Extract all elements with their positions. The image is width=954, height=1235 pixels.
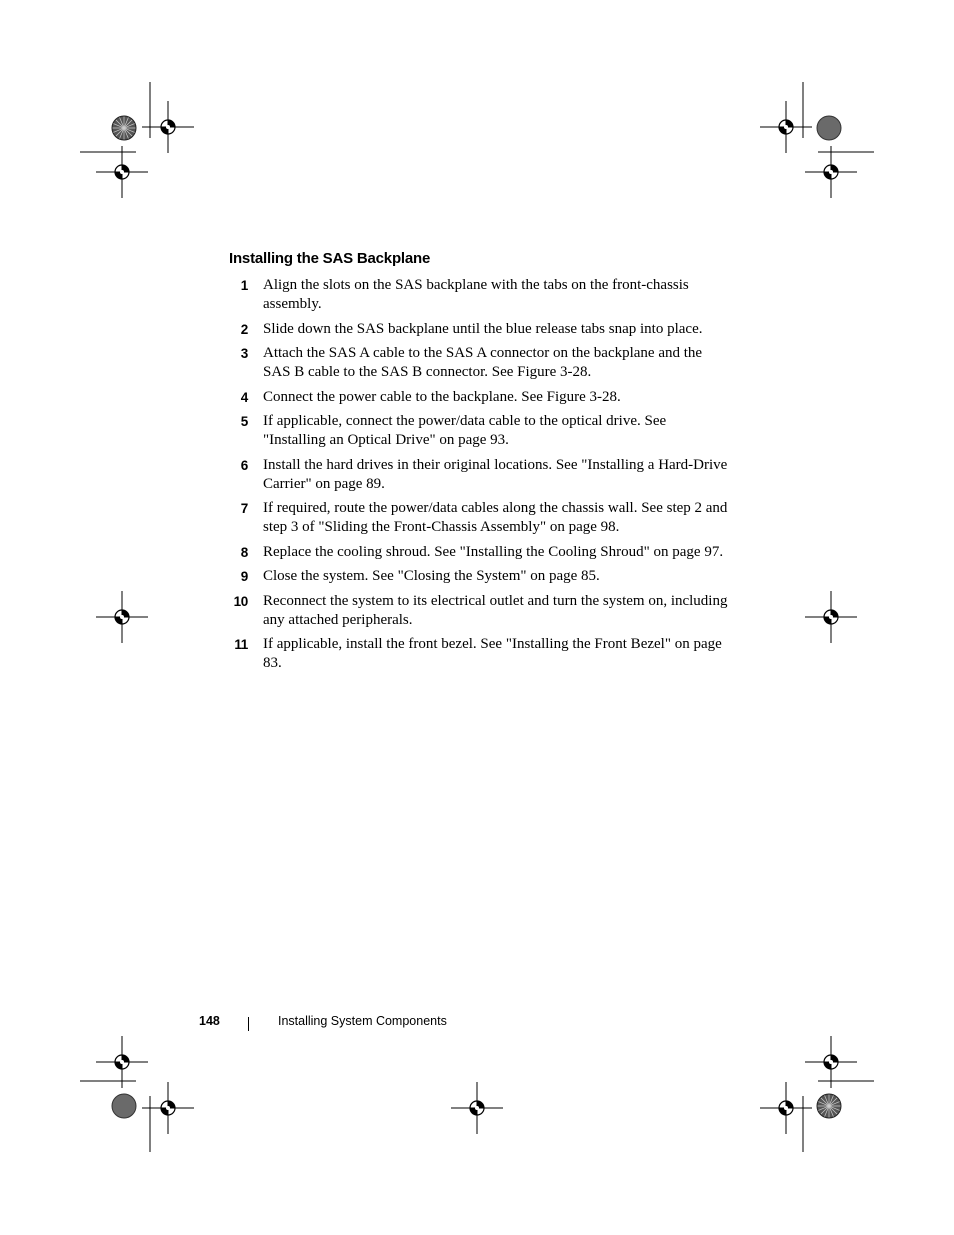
step-item [230,543,730,562]
step-text: If applicable, install the front bezel. See "Installing the Front Bezel" on page 83. [263,636,722,671]
step-text: Reconnect the system to its electrical outlet and turn the system on, including any attached peripherals. [263,592,728,628]
step-number: 2 [240,321,248,337]
step-number: 8 [240,544,248,560]
procedure-steps [230,276,730,679]
step-item [230,499,730,537]
step-item [230,344,730,382]
step-number: 9 [240,569,248,584]
step-item [230,276,730,314]
step-number: 6 [240,457,248,473]
step-number: 5 [240,414,248,429]
step-number: 3 [240,346,248,361]
step-number: 11 [234,637,248,652]
step-text: Attach the SAS A cable to the SAS A connector on the backplane and the SAS B cable to the SAS B connector. See Figure 3-28. [263,345,703,380]
step-item [230,412,730,450]
footer-section-title: Installing System Components [278,1014,447,1028]
step-item [230,635,730,673]
step-text: Replace the cooling shroud. See "Installing the Cooling Shroud" on page 97. [263,543,724,560]
step-text: Connect the power cable to the backplane. See Figure 3-28. [263,388,621,405]
step-number: 1 [240,278,248,293]
step-text: Slide down the SAS backplane until the blue release tabs snap into place. [263,320,703,337]
step-item [230,592,730,630]
step-text: Install the hard drives in their original locations. See "Installing a Hard-Drive Carrier" on page 89. [263,456,728,492]
step-item [230,567,730,586]
step-number: 7 [240,501,248,516]
step-item [230,456,730,494]
step-text: If required, route the power/data cables along the chassis wall. See step 2 and step 3 of "Sliding the Front-Chassis Assembly" on page 98. [263,500,728,535]
step-item [230,388,730,407]
step-number: 4 [240,389,248,405]
section-heading: Installing the SAS Backplane [229,250,431,267]
step-text: If applicable, connect the power/data cable to the optical drive. See "Installing an Optical Drive" on page 93. [263,413,667,448]
step-text: Close the system. See "Closing the System" on page 85. [263,568,600,584]
step-number: 10 [233,593,248,609]
step-text: Align the slots on the SAS backplane with the tabs on the front-chassis assembly. [263,277,689,312]
page-number: 148 [199,1014,220,1028]
step-item [230,320,730,339]
footer-divider [248,1017,249,1031]
